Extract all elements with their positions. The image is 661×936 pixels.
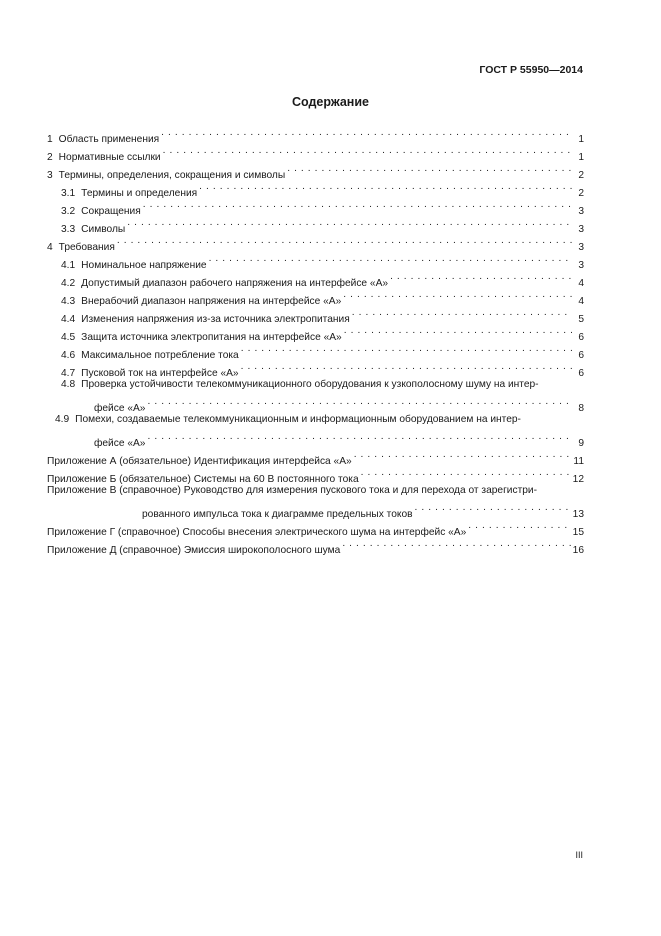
toc-text: Сокращения [81, 206, 141, 217]
page-title: Содержание [291, 95, 369, 109]
toc-entry[interactable] [47, 124, 584, 145]
dot-leader [199, 178, 572, 196]
toc-number: 4.1 [61, 260, 76, 271]
dot-leader [390, 268, 572, 286]
dot-leader [344, 322, 572, 340]
dot-leader [143, 196, 572, 214]
toc-entry-continuation[interactable] [47, 428, 584, 449]
dot-leader [287, 160, 572, 178]
toc-entry[interactable] [47, 214, 584, 235]
toc-page: 3 [578, 224, 584, 235]
dot-leader [241, 340, 572, 358]
toc-number: 4.9 [55, 414, 70, 425]
toc-page: 8 [578, 403, 584, 414]
standard-code: ГОСТ Р 55950—2014 [479, 64, 583, 76]
toc-page: 3 [578, 206, 584, 217]
dot-leader [468, 517, 570, 535]
toc-page: 3 [578, 242, 584, 253]
dot-leader [163, 142, 572, 160]
dot-leader [343, 286, 572, 304]
toc-entry-continuation[interactable] [47, 499, 584, 520]
toc-text: Изменения напряжения из-за источника электропитания [81, 314, 350, 325]
toc-entry[interactable] [47, 232, 584, 253]
toc-page: 1 [578, 134, 584, 145]
page-number: III [575, 850, 583, 860]
toc-text: Защита источника электропитания на интерфейсе «А» [81, 332, 342, 343]
toc-number: 4.7 [61, 368, 76, 379]
toc-page: 2 [578, 188, 584, 199]
dot-leader [127, 214, 572, 232]
toc-text: Приложение В (справочное) Руководство для измерения пускового тока и для перехода от зарегистри- [47, 485, 537, 496]
toc-text: Символы [81, 224, 126, 235]
dot-leader [352, 304, 572, 322]
toc-text: Пусковой ток на интерфейсе «А» [81, 368, 239, 379]
toc-text: Область применения [58, 134, 160, 145]
dot-leader [209, 250, 572, 268]
toc-number: 4.3 [61, 296, 76, 307]
toc-page: 1 [578, 152, 584, 163]
toc-entry[interactable] [47, 250, 584, 271]
toc-text: Помехи, создаваемые телекоммуникационным и информационным оборудованием на интер- [75, 414, 521, 425]
toc-text: Нормативные ссылки [58, 152, 161, 163]
toc-text: Требования [58, 242, 115, 253]
toc-number: 3.3 [61, 224, 76, 235]
toc-number: 4.8 [61, 379, 76, 390]
table-of-contents [47, 124, 584, 556]
toc-number: 4.5 [61, 332, 76, 343]
toc-page: 6 [578, 332, 584, 343]
toc-text: Проверка устойчивости телекоммуникационного оборудования к узкополосному шуму на интер- [81, 379, 539, 390]
dot-leader [161, 124, 572, 142]
toc-number: 4.4 [61, 314, 76, 325]
toc-page: 4 [578, 296, 584, 307]
toc-page: 9 [578, 438, 584, 449]
toc-number: 1 [47, 134, 53, 145]
dot-leader [147, 393, 572, 411]
toc-entry-continuation[interactable] [47, 393, 584, 414]
toc-page: 16 [572, 545, 584, 556]
toc-number: 3 [47, 170, 53, 181]
toc-entry[interactable] [47, 376, 584, 393]
toc-text: Номинальное напряжение [81, 260, 207, 271]
toc-text: Внерабочий диапазон напряжения на интерфейсе «А» [81, 296, 342, 307]
toc-text: Допустимый диапазон рабочего напряжения на интерфейсе «А» [81, 278, 389, 289]
toc-text: рованного импульса тока к диаграмме предельных токов [142, 509, 413, 520]
dot-leader [241, 358, 572, 376]
toc-number: 4 [47, 242, 53, 253]
toc-number: 4.6 [61, 350, 76, 361]
toc-text: Максимальное потребление тока [81, 350, 239, 361]
toc-text: Приложение А (обязательное) Идентификация интерфейса «А» [47, 456, 352, 467]
toc-appendix-entry[interactable] [47, 482, 584, 499]
toc-text: Термины, определения, сокращения и символы [58, 170, 286, 181]
toc-number: 2 [47, 152, 53, 163]
toc-page: 12 [572, 474, 584, 485]
toc-number: 4.2 [61, 278, 76, 289]
toc-text: Приложение Г (справочное) Способы внесения электрического шума на интерфейс «А» [47, 527, 467, 538]
toc-text: Термины и определения [81, 188, 198, 199]
dot-leader [147, 428, 572, 446]
toc-entry[interactable] [47, 411, 584, 428]
toc-page: 6 [578, 350, 584, 361]
toc-page: 15 [572, 527, 584, 538]
dot-leader [354, 446, 572, 464]
dot-leader [117, 232, 572, 250]
toc-page: 3 [578, 260, 584, 271]
toc-text: Приложение Б (обязательное) Системы на 60 В постоянного тока [47, 474, 359, 485]
dot-leader [361, 464, 571, 482]
toc-text: фейсе «А» [94, 403, 146, 414]
dot-leader [342, 535, 570, 553]
toc-number: 3.1 [61, 188, 76, 199]
toc-page: 5 [578, 314, 584, 325]
toc-text: Приложение Д (справочное) Эмиссия широкополосного шума [47, 545, 341, 556]
toc-page: 13 [572, 509, 584, 520]
toc-page: 11 [573, 456, 584, 467]
toc-number: 3.2 [61, 206, 76, 217]
dot-leader [415, 499, 571, 517]
toc-page: 2 [578, 170, 584, 181]
toc-page: 6 [578, 368, 584, 379]
toc-text: фейсе «А» [94, 438, 146, 449]
toc-page: 4 [578, 278, 584, 289]
